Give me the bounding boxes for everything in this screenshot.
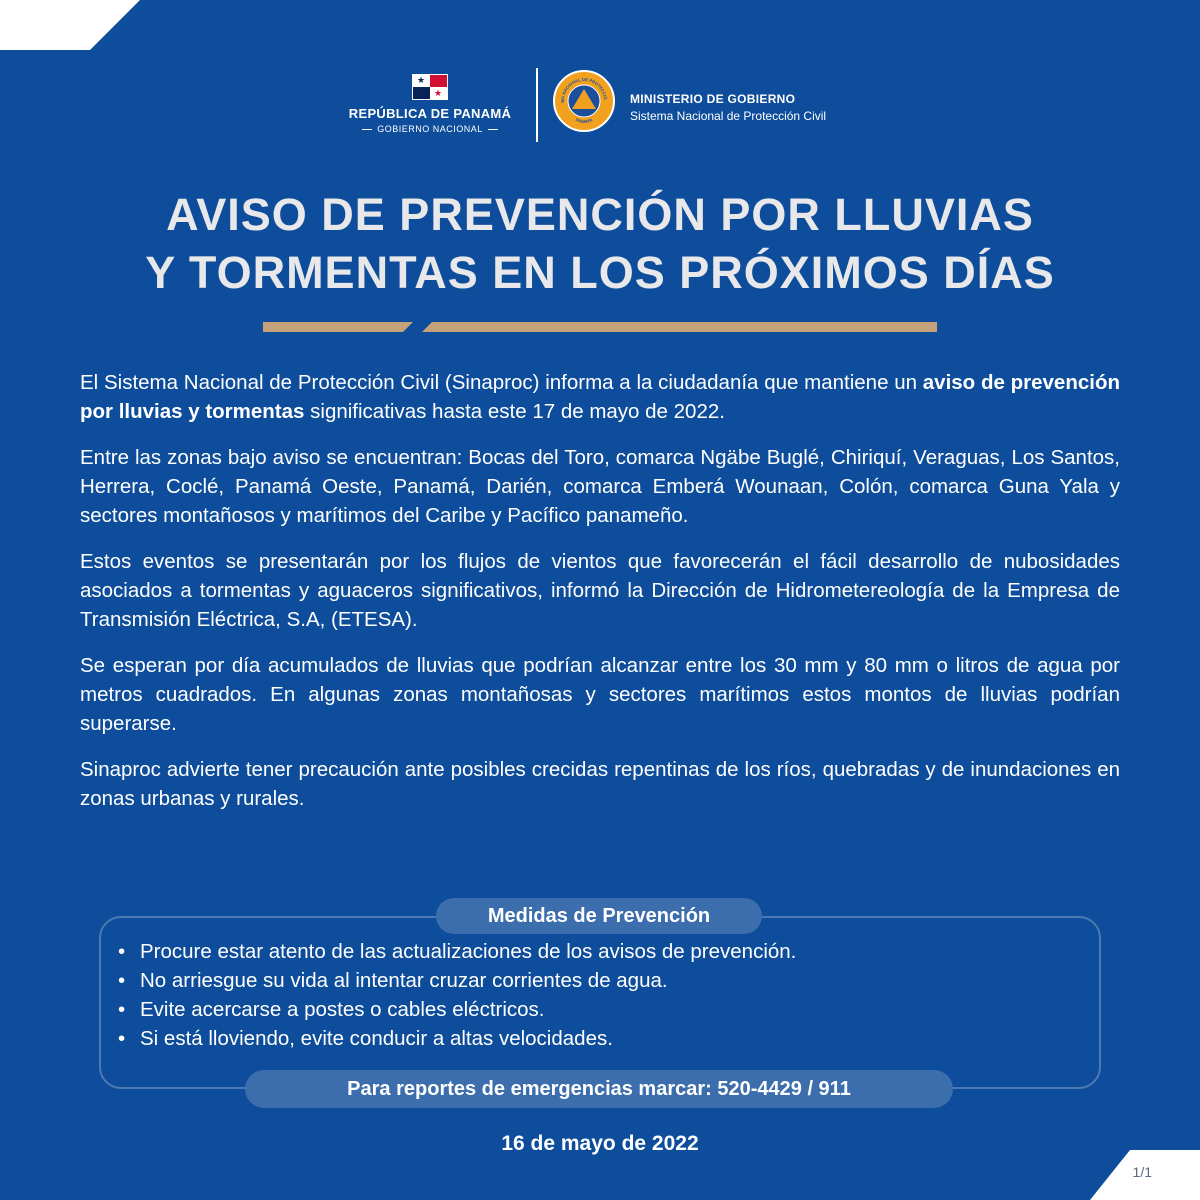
prevention-list xyxy=(118,937,796,1053)
ministry-subtitle: Sistema Nacional de Protección Civil xyxy=(630,109,827,123)
title-rule-right xyxy=(422,322,937,332)
highlight-text: aviso de prevención por lluvias y tormentas xyxy=(80,371,1120,423)
corner-decoration-top-left xyxy=(0,0,140,50)
header xyxy=(0,66,1200,146)
title-rule-left xyxy=(263,322,413,332)
seal-top-text: MA NACIONAL DE PROTECCIÓ xyxy=(559,76,608,103)
panama-flag-icon: ★ ★ xyxy=(412,74,448,100)
header-divider xyxy=(536,68,538,142)
paragraph-2: Entre las zonas bajo aviso se encuentran: Bocas del Toro, comarca Ngäbe Buglé, Chiriquí, Veraguas, Los Santos, Herrera, Coclé, Panamá Oeste, Panamá, Darién, comarca Emberá Wounaan, Colón, comarca Guna Yala y sectores montañosos y marítimos del Caribe y Pacífico panameño. xyxy=(80,446,1120,527)
prevention-title: Medidas de Prevención xyxy=(436,898,762,934)
emergency-contact: Para reportes de emergencias marcar: 520-4429 / 911 xyxy=(245,1070,953,1108)
republic-logo xyxy=(340,74,520,134)
page-title xyxy=(0,186,1200,302)
republic-subtitle: GOBIERNO NACIONAL xyxy=(377,124,483,134)
paragraph-1: El Sistema Nacional de Protección Civil (Sinaproc) informa a la ciudadanía que mantiene un aviso de prevención por lluvias y tormentas significativas hasta este 17 de mayo de 2022. xyxy=(80,371,1120,423)
title-line-1: AVISO DE PREVENCIÓN POR LLUVIAS xyxy=(166,189,1034,240)
publication-date: 16 de mayo de 2022 xyxy=(501,1132,699,1155)
list-item: • Si está lloviendo, evite conducir a altas velocidades. xyxy=(118,1027,613,1050)
sinaproc-seal-icon xyxy=(553,70,615,132)
ministry-block xyxy=(630,92,826,123)
svg-text:PANAMÁ xyxy=(575,117,593,124)
seal-bottom-text: PANAMÁ xyxy=(574,117,594,125)
paragraph-4: Se esperan por día acumulados de lluvias que podrían alcanzar entre los 30 mm y 80 mm o litros de agua por metros cuadrados. En algunas zonas montañosas y sectores marítimos estos montos de lluvias podrían superarse. xyxy=(80,654,1120,735)
body-text xyxy=(80,368,1120,830)
paragraph-5: Sinaproc advierte tener precaución ante posibles crecidas repentinas de los ríos, quebradas y de inundaciones en zonas urbanas y rurales. xyxy=(80,758,1120,810)
list-item: • Procure estar atento de las actualizaciones de los avisos de prevención. xyxy=(118,940,797,963)
ministry-title: MINISTERIO DE GOBIERNO xyxy=(630,92,796,106)
title-line-2: Y TORMENTAS EN LOS PRÓXIMOS DÍAS xyxy=(145,247,1055,298)
list-item: • No arriesgue su vida al intentar cruzar corrientes de agua. xyxy=(118,969,668,992)
paragraph-3: Estos eventos se presentarán por los flujos de vientos que favorecerán el fácil desarrollo de nubosidades asociados a tormentas y aguaceros significativos, informó la Dirección de Hidrometereología de la Empresa de Transmisión Eléctrica, S.A, (ETESA). xyxy=(80,550,1120,631)
page-number: 1/1 xyxy=(1132,1164,1152,1180)
republic-title: REPÚBLICA DE PANAMÁ xyxy=(348,106,512,121)
list-item: • Evite acercarse a postes o cables eléctricos. xyxy=(118,998,545,1021)
